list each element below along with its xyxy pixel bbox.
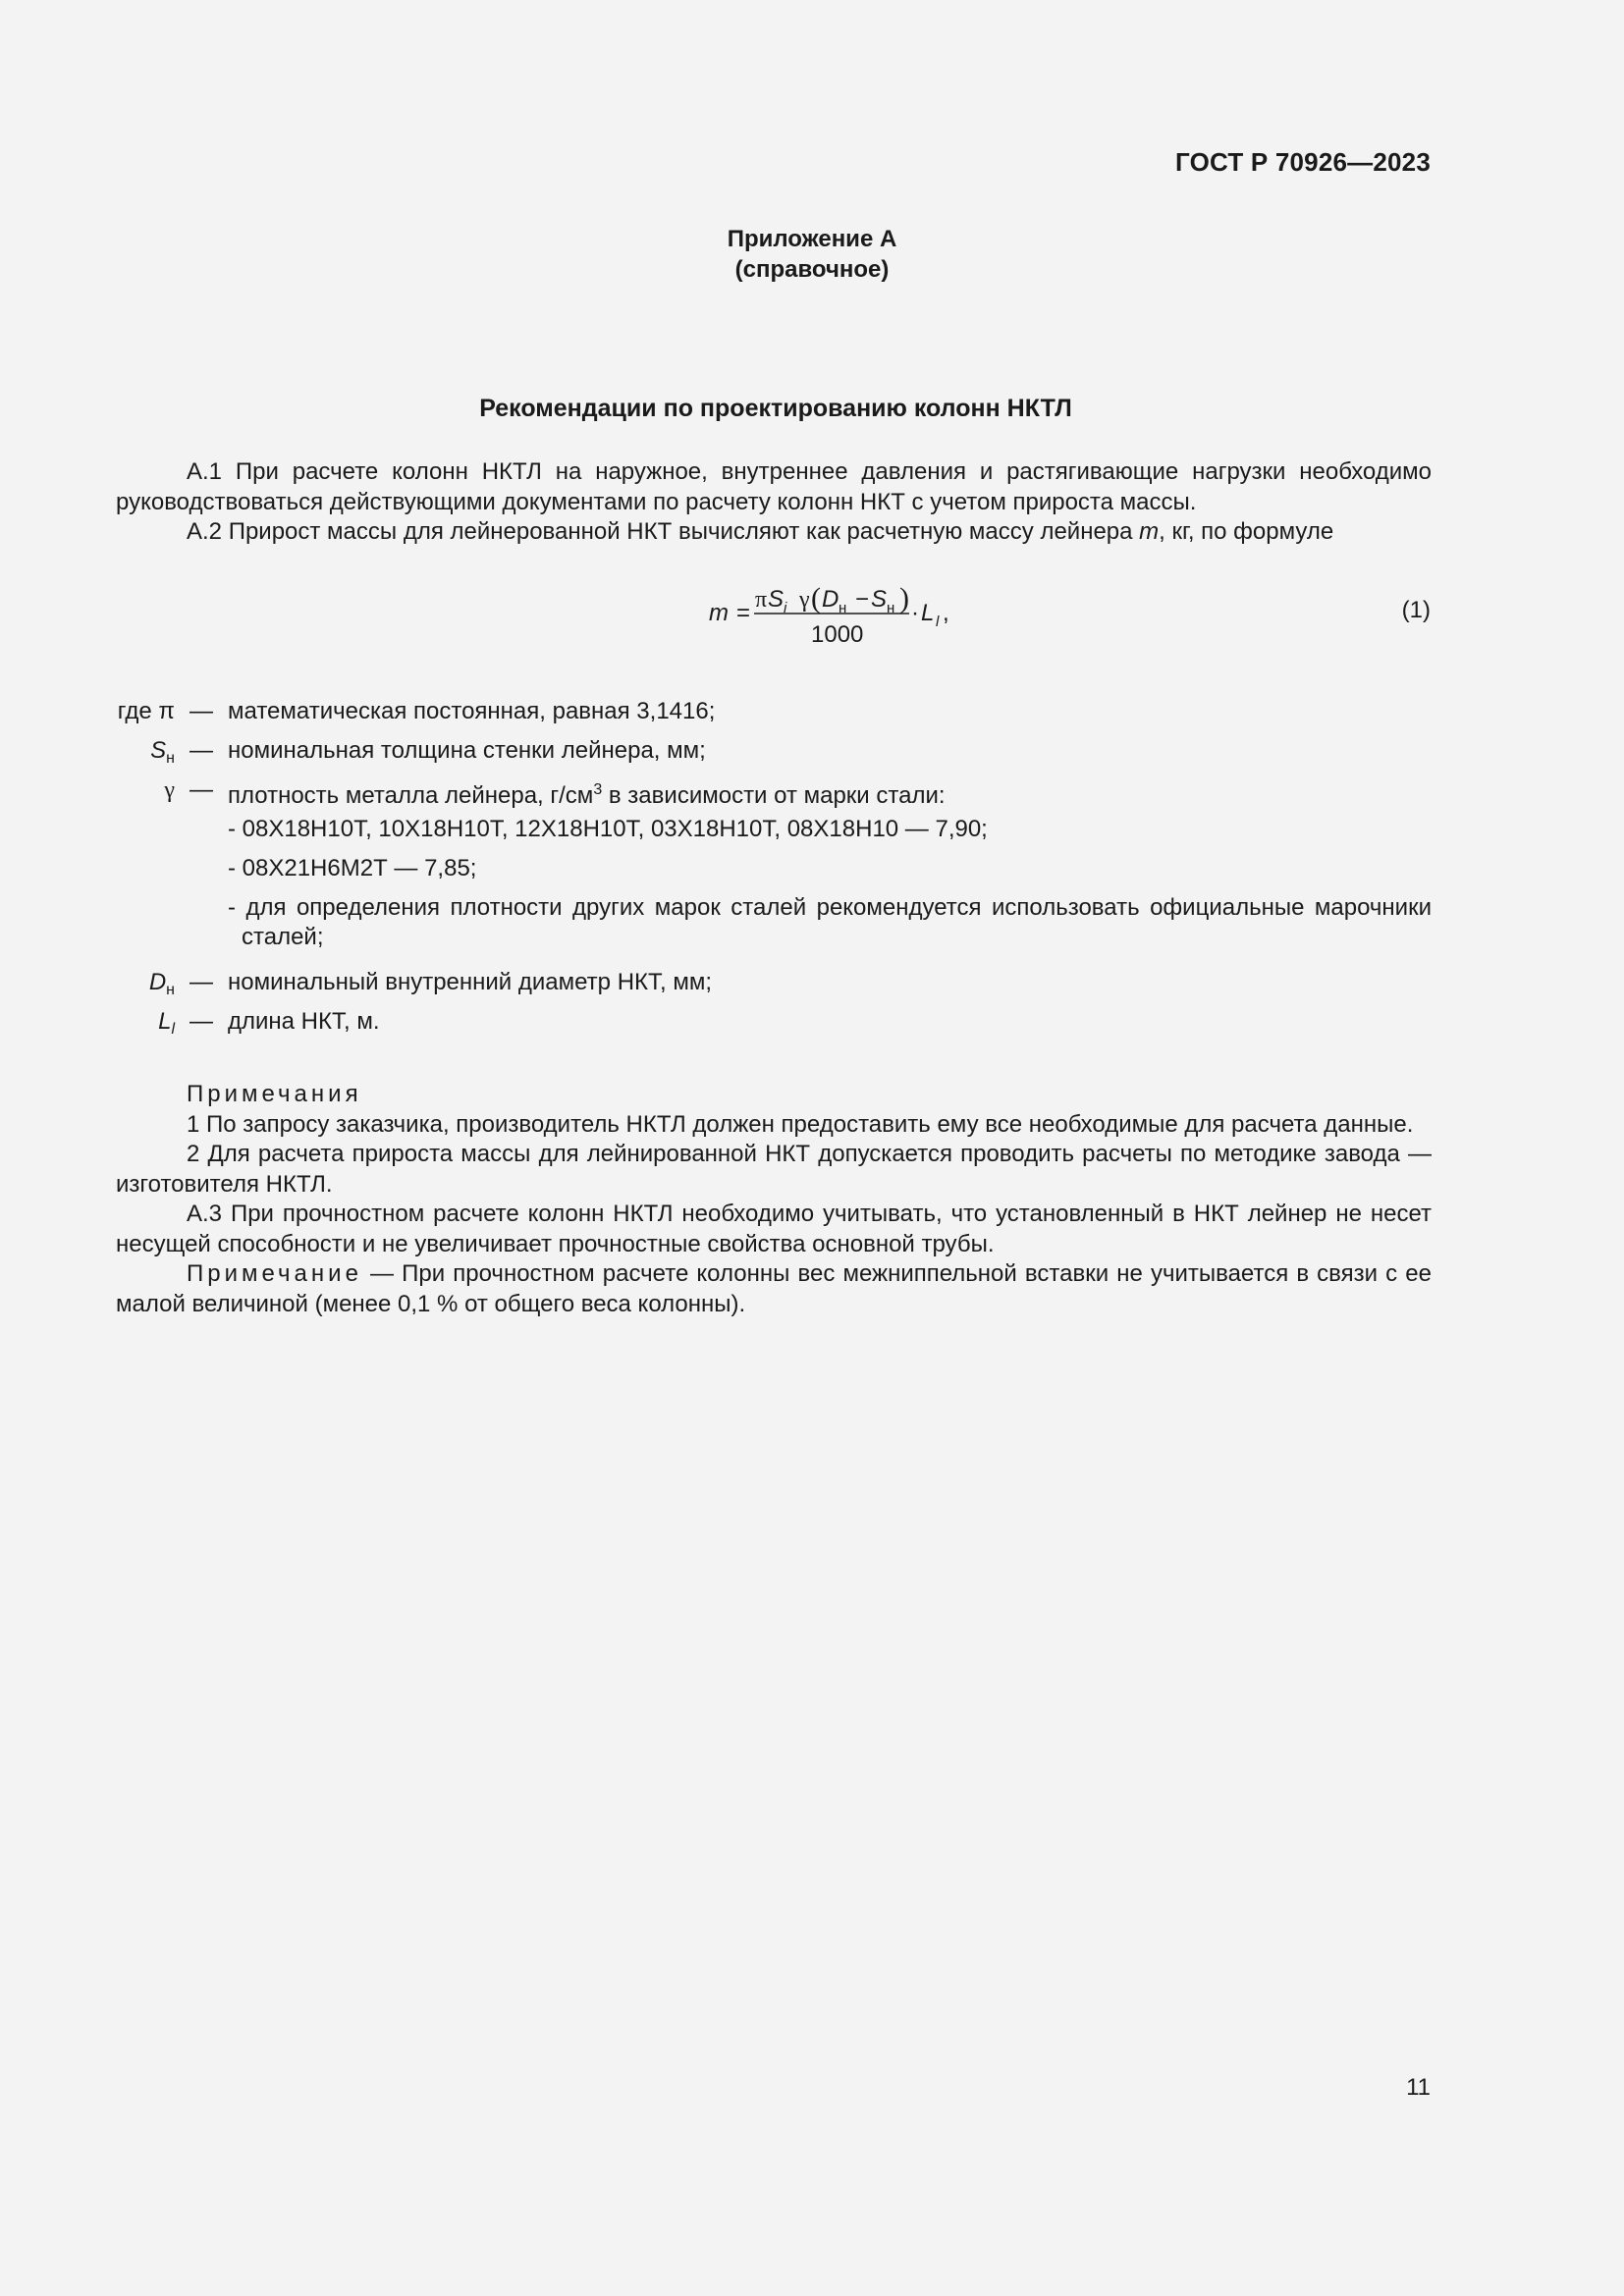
note-1: 1 По запросу заказчика, производитель НКТЛ должен предоставить ему все необходимые для расчета данные. <box>187 1110 1414 1138</box>
formula-s2-sub: н <box>887 600 895 616</box>
formula-s-sub: i <box>784 600 787 616</box>
notes-heading-text: Примечания <box>187 1081 362 1107</box>
formula-dot: · <box>911 600 919 626</box>
paragraph-a2-text: А.2 Прирост массы для лейнерованной НКТ вычисляют как расчетную массу лейнера <box>187 518 1140 545</box>
formula-d: D <box>822 586 839 613</box>
where-row-l <box>116 1007 1432 1046</box>
formula-equals: = <box>736 600 751 626</box>
where-desc-gamma <box>228 775 1432 811</box>
where-dash: — <box>189 698 213 724</box>
where-symbol-s-letter: S <box>150 737 167 764</box>
where-dash: — <box>189 969 213 995</box>
steel-item-text: - 08Х21Н6М2Т — 7,85; <box>228 855 477 881</box>
steel-item <box>116 893 1432 962</box>
where-row-d <box>116 968 1432 1007</box>
formula-minus: − <box>855 586 870 613</box>
where-symbol-s <box>150 736 175 774</box>
where-row-pi <box>116 697 1432 736</box>
paragraph-a3: А.3 При прочностном расчете колонн НКТЛ необходимо учитывать, что установленный в НКТ лейнер не несет несущей способности и не увеличивает прочностные свойства основной трубы. <box>116 1201 1432 1257</box>
formula-number: (1) <box>1401 597 1431 623</box>
where-symbol-l <box>158 1007 175 1044</box>
final-note <box>116 1259 1432 1319</box>
appendix-subtitle: (справочное) <box>734 256 890 283</box>
where-symbol-l-sub: l <box>171 1021 175 1038</box>
paragraph-a2-variable: m <box>1139 518 1160 545</box>
formula-lhs: m <box>709 600 729 626</box>
steel-item-text: - для определения плотности других марок сталей рекомендуется использовать официальные марочники сталей; <box>228 894 1432 950</box>
where-desc-gamma-text: плотность металла лейнера, г/см <box>228 782 594 809</box>
where-symbol-l-letter: L <box>158 1008 172 1035</box>
paragraph-a1: А.1 При расчете колонн НКТЛ на наружное, внутреннее давления и растягивающие нагрузки необходимо руководствоваться действующими документами по расчету колонн НКТ с учетом прироста массы. <box>116 458 1432 515</box>
formula-d-sub: н <box>839 600 847 616</box>
formula-close-paren: ) <box>899 582 909 614</box>
where-desc-d: номинальный внутренний диаметр НКТ, мм; <box>228 969 713 995</box>
where-dash: — <box>189 737 213 764</box>
notes-section <box>116 1080 1432 1319</box>
where-symbol-gamma: γ <box>164 777 175 803</box>
final-note-text: — При прочностном расчете колонны вес межниппельной вставки не учитывается в связи с ее малой величиной (менее 0,1 % от общего веса колонны). <box>116 1260 1432 1317</box>
symbol-explanations <box>116 697 1432 1046</box>
steel-item <box>116 815 1432 854</box>
section-title: Рекомендации по проектированию колонн НКТЛ <box>479 395 1072 422</box>
page-number: 11 <box>1406 2074 1431 2101</box>
formula-l-sub: l <box>936 614 940 630</box>
formula-s2: S <box>871 586 888 613</box>
where-dash: — <box>189 1008 213 1035</box>
where-symbol-s-sub: н <box>166 750 175 767</box>
where-row-gamma <box>116 775 1432 815</box>
where-symbol-pi: где π <box>117 698 175 724</box>
steel-item <box>116 854 1432 893</box>
formula-l: L <box>921 600 935 626</box>
formula-pi: π <box>755 587 768 613</box>
where-desc-gamma-tail: в зависимости от марки стали: <box>602 782 946 809</box>
where-desc-pi: математическая постоянная, равная 3,1416; <box>228 698 716 724</box>
where-row-s <box>116 736 1432 775</box>
notes-heading <box>116 1080 1432 1110</box>
where-desc-s: номинальная толщина стенки лейнера, мм; <box>228 737 706 764</box>
formula-open-paren: ( <box>811 582 821 614</box>
where-dash: — <box>189 776 213 803</box>
mass-formula <box>707 577 1001 656</box>
final-note-label: Примечание <box>187 1260 362 1287</box>
paragraph-a2 <box>116 517 1432 548</box>
formula-gamma: γ <box>799 587 810 613</box>
intro-paragraphs <box>116 457 1432 548</box>
steel-item-text: - 08Х18Н10Т, 10Х18Н10Т, 12Х18Н10Т, 03Х18Н10Т, 08Х18Н10 — 7,90; <box>228 816 988 842</box>
where-desc-gamma-sup: 3 <box>593 781 603 798</box>
formula-svg <box>707 577 1001 656</box>
where-desc-l: длина НКТ, м. <box>228 1008 380 1035</box>
paragraph-a2-tail: , кг, по формуле <box>1159 518 1334 545</box>
where-symbol-d-letter: D <box>148 969 167 995</box>
formula-denominator: 1000 <box>811 621 864 648</box>
appendix-heading <box>0 224 1624 285</box>
formula-comma: , <box>943 600 949 626</box>
note-2: 2 Для расчета прироста массы для лейнированной НКТ допускается проводить расчеты по методике завода — изготовителя НКТЛ. <box>116 1141 1432 1198</box>
where-symbol-d-sub: н <box>166 982 175 998</box>
formula-s: S <box>768 586 785 613</box>
document-code: ГОСТ Р 70926—2023 <box>1175 147 1431 177</box>
where-symbol-d <box>149 968 175 1005</box>
appendix-title: Приложение А <box>727 226 897 252</box>
